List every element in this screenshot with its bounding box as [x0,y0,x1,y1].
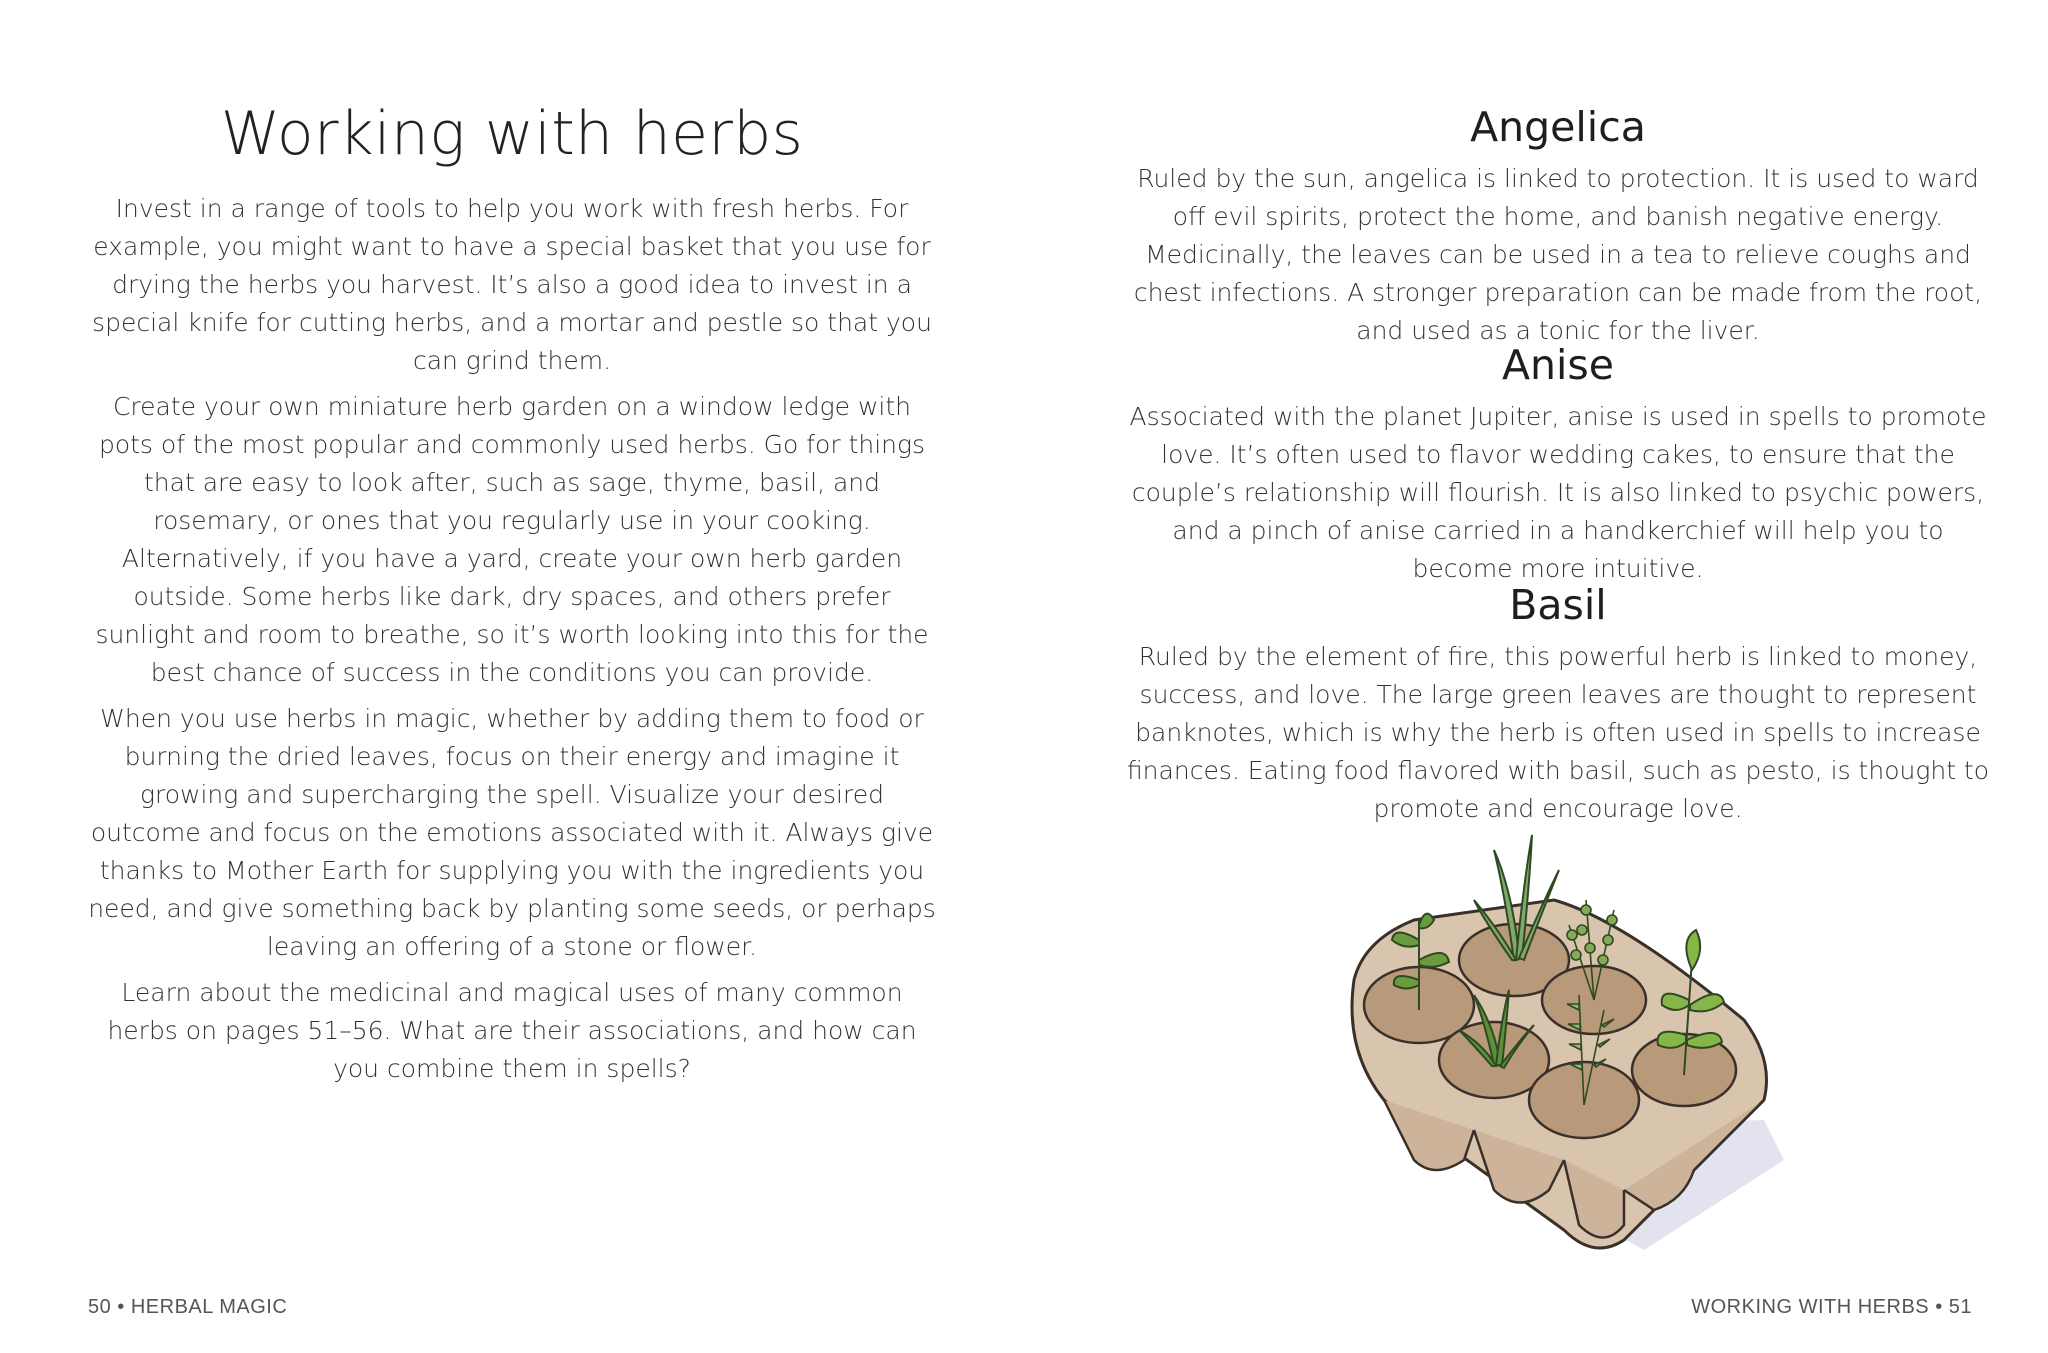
footer-right: WORKING WITH HERBS • 51 [1691,1296,1972,1318]
right-page [1024,0,2048,1353]
entry-text-basil: Ruled by the element of fire, this powerful herb is linked to money, success, and love. The large green leaves are thought to represent banknotes, which is why the herb is often used in spells to increase finances. Eating food flavored with basil, such as pesto, is thought to promote and encourage love. [1126,642,1990,823]
entry-basil [1124,578,1992,836]
paragraph-learn: Learn about the medicinal and magical uses of many common herbs on pages 51–56. What are their associations, and how can you combine them in spells? [107,978,917,1083]
paragraph-garden: Create your own miniature herb garden on a window ledge with pots of the most popular and commonly used herbs. Go for things that are easy to look after, such as sage, thyme, basil, and rosemary, or ones that you regularly use in your cooking. Alternatively, if you have a yard, create your own herb garden outside. Some herbs like dark, dry spaces, and others prefer sunlight and room to breathe, so it’s worth looking into this for the best chance of success in the conditions you can provide. [95,392,929,687]
left-body [84,190,940,1096]
paragraph-tools: Invest in a range of tools to help you work with fresh herbs. For example, you might want to have a special basket that you use for drying the herbs you harvest. It’s also a good idea to invest in a special knife for cutting herbs, and a mortar and pestle so that you can grind them. [92,194,932,375]
herb-seedling-tray-illustration [1324,830,1824,1270]
paragraph-magic: When you use herbs in magic, whether by adding them to food or burning the dried leaves, focus on their energy and imagine it growing and supercharging the spell. Visualize your desired outcome and focus on the emotions associated with it. Always give thanks to Mother Earth for supplying you with the ingredients you need, and give something back by planting some seeds, or perhaps leaving an offering of a stone or flower. [88,704,936,961]
entry-text-anise: Associated with the planet Jupiter, anise is used in spells to promote love. It’s often used to flavor wedding cakes, to ensure that the couple’s relationship will flourish. It is also linked to psychic powers, and a pinch of anise carried in a handkerchief will help you to become more intuitive. [1129,402,1987,583]
entry-angelica [1124,100,1992,358]
entry-anise [1124,338,1992,596]
page-title: Working with herbs [220,99,804,169]
footer-left: 50 • HERBAL MAGIC [88,1296,288,1318]
entry-text-angelica: Ruled by the sun, angelica is linked to protection. It is used to ward off evil spirits, protect the home, and banish negative energy. Medicinally, the leaves can be used in a tea to relieve coughs and chest infections. A stronger preparation can be made from the root, and used as a tonic for the liver. [1133,164,1983,345]
entry-title-basil: Basil [1509,581,1607,629]
entry-title-anise: Anise [1501,341,1614,389]
entry-title-angelica: Angelica [1470,103,1646,151]
